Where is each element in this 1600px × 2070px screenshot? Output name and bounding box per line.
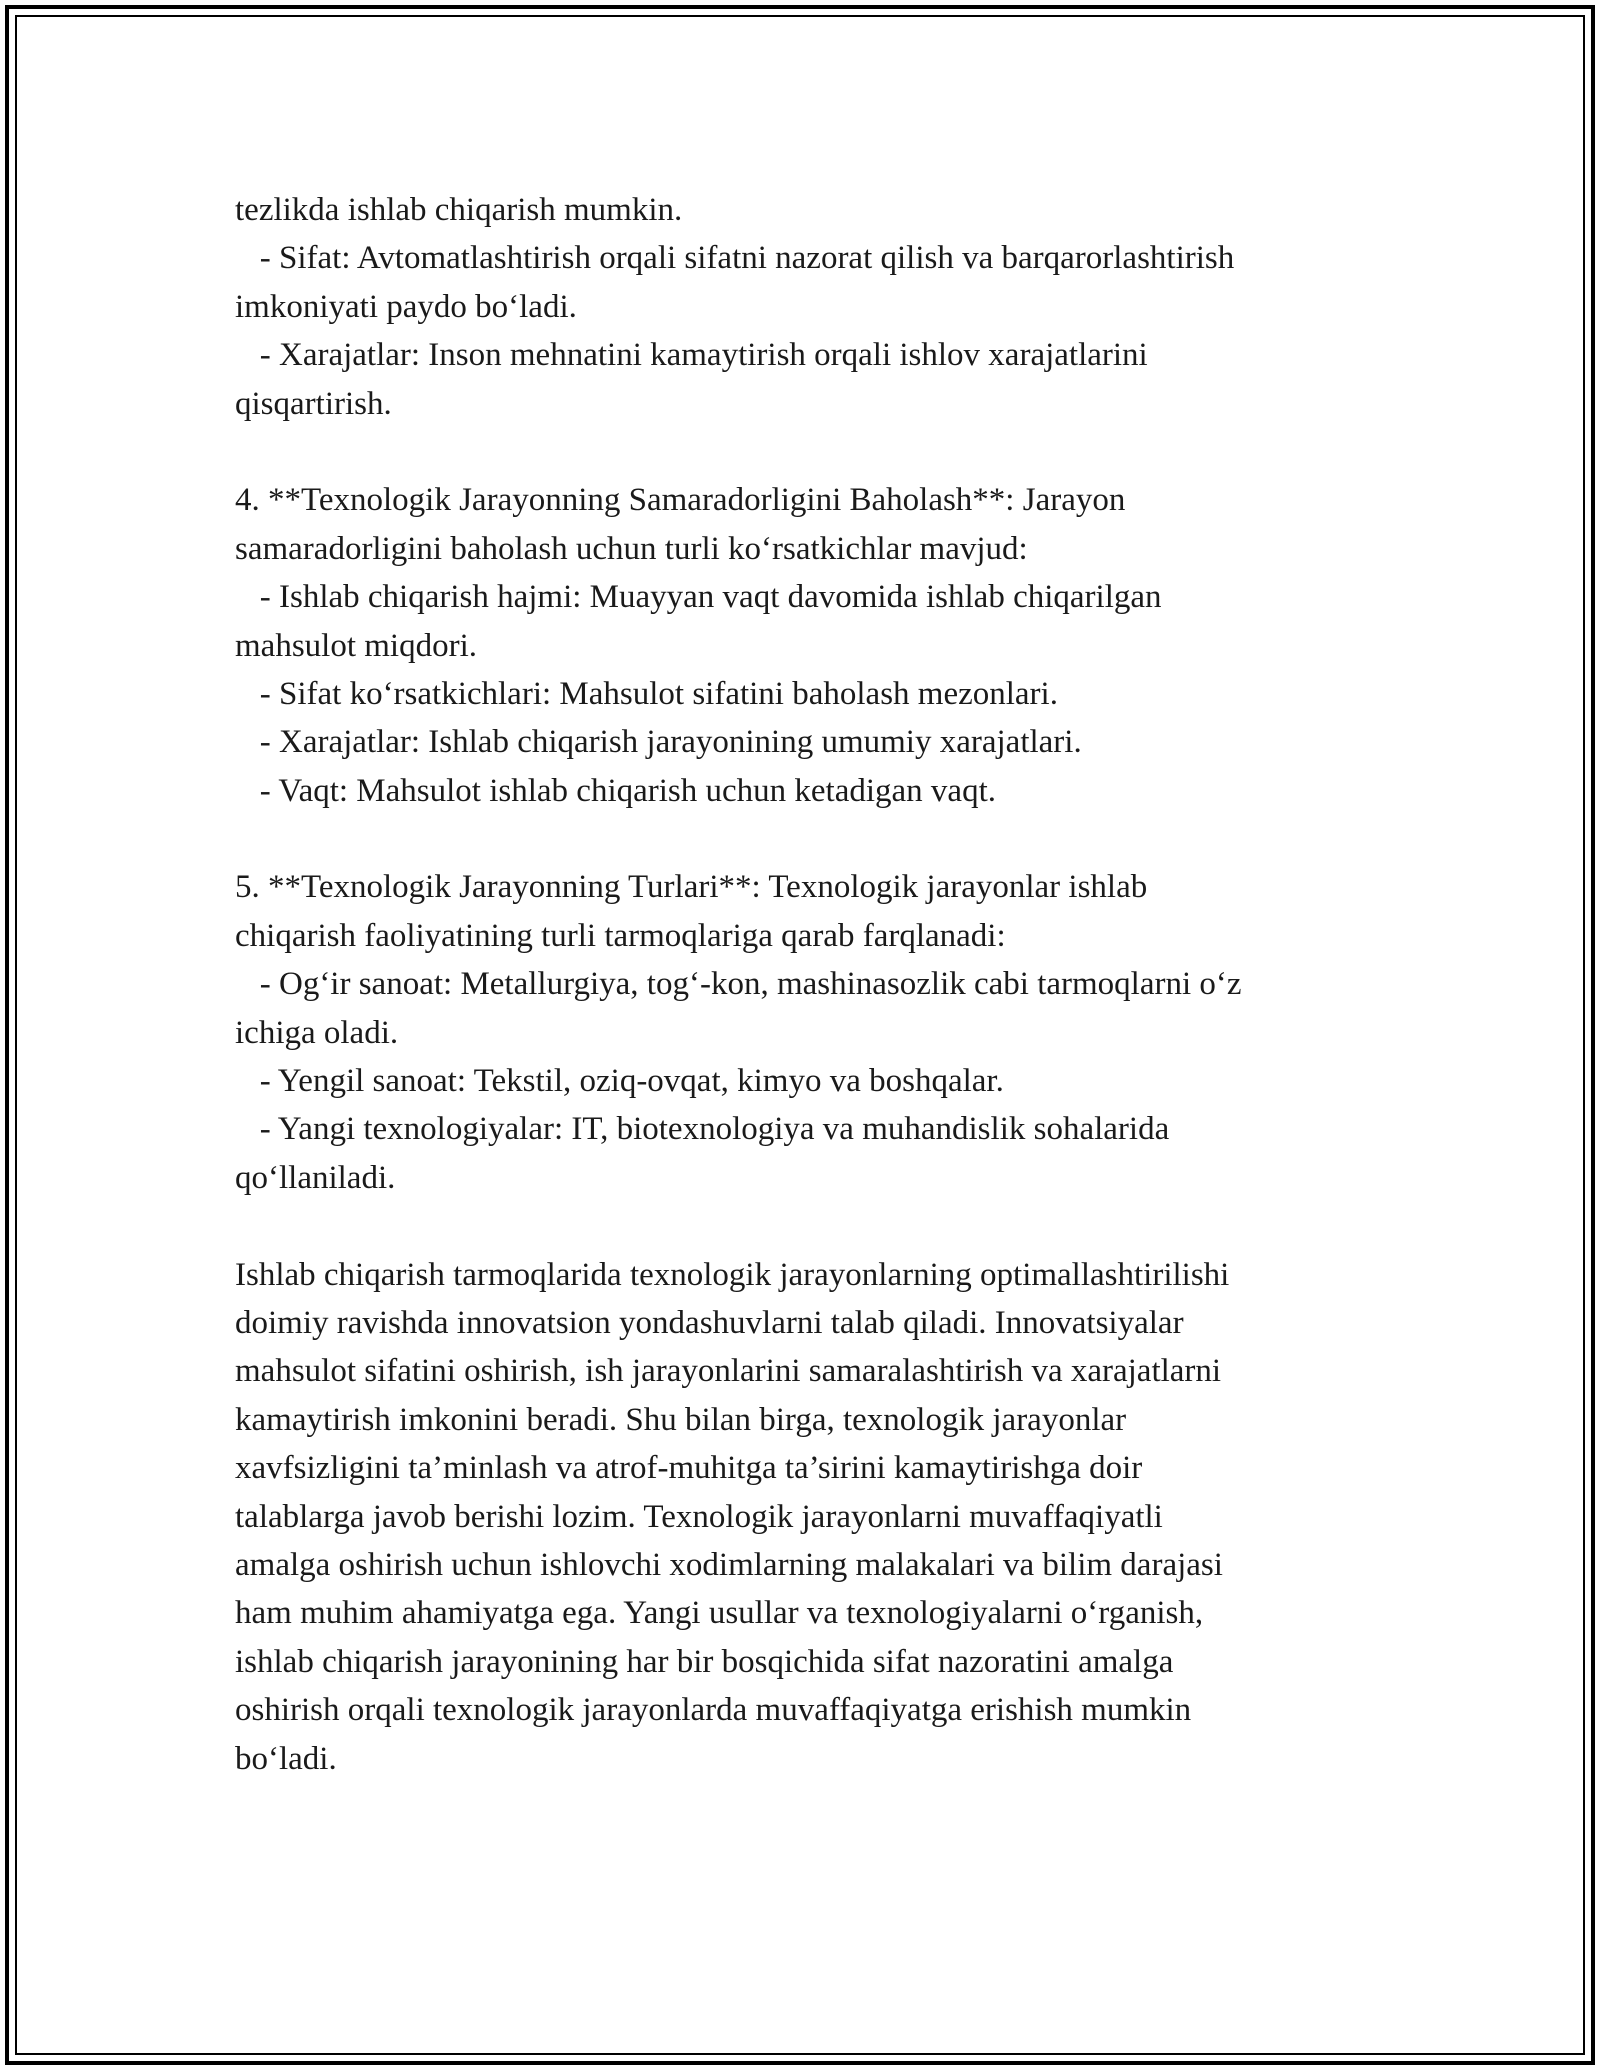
document-body <box>235 186 1365 1783</box>
text-line: Ishlab chiqarish tarmoqlarida texnologik jarayonlarning optimallashtirilishi <box>235 1256 1230 1293</box>
text-line: samaradorligini baholash uchun turli ko‘rsatkichlar mavjud: <box>235 530 1028 567</box>
list-item-line: - Yangi texnologiyalar: IT, biotexnologiya va muhandislik sohalarida <box>235 1111 1170 1148</box>
text-line: xavfsizligini ta’minlash va atrof-muhitga ta’sirini kamaytirishga doir <box>235 1450 1143 1487</box>
text-line: oshirish orqali texnologik jarayonlarda muvaffaqiyatga erishish mumkin <box>235 1692 1192 1729</box>
section-heading-line: 4. **Texnologik Jarayonning Samaradorligini Baholash**: Jarayon <box>235 482 1126 519</box>
text-line: ham muhim ahamiyatga ega. Yangi usullar va texnologiyalarni o‘rganish, <box>235 1595 1204 1632</box>
text-line: imkoniyati paydo bo‘ladi. <box>235 288 577 325</box>
text-line: chiqarish faoliyatining turli tarmoqlariga qarab farqlanadi: <box>235 917 1006 954</box>
paragraph-continuation <box>235 186 1365 428</box>
list-item-line: - Vaqt: Mahsulot ishlab chiqarish uchun ketadigan vaqt. <box>235 772 996 809</box>
list-item-line: - Og‘ir sanoat: Metallurgiya, tog‘-kon, mashinasozlik cabi tarmoqlarni o‘z <box>235 966 1242 1003</box>
list-item-line: - Yengil sanoat: Tekstil, oziq-ovqat, kimyo va boshqalar. <box>235 1063 1004 1100</box>
list-item-line: - Xarajatlar: Ishlab chiqarish jarayonining umumiy xarajatlari. <box>235 724 1082 761</box>
paragraph-gap <box>235 815 1365 863</box>
text-line: mahsulot sifatini oshirish, ish jarayonlarini samaralashtirish va xarajatlarni <box>235 1353 1222 1390</box>
list-item-line: - Ishlab chiqarish hajmi: Muayyan vaqt davomida ishlab chiqarilgan <box>235 579 1162 616</box>
text-line: qo‘llaniladi. <box>235 1159 396 1196</box>
text-line: talablarga javob berishi lozim. Texnologik jarayonlarni muvaffaqiyatli <box>235 1498 1163 1535</box>
text-line: ichiga oladi. <box>235 1014 399 1051</box>
text-line: qisqartirish. <box>235 385 392 422</box>
section-heading-line: 5. **Texnologik Jarayonning Turlari**: Texnologik jarayonlar ishlab <box>235 869 1148 906</box>
list-item-line: - Sifat ko‘rsatkichlari: Mahsulot sifatini baholash mezonlari. <box>235 675 1058 712</box>
paragraph-gap <box>235 428 1365 476</box>
text-line: tezlikda ishlab chiqarish mumkin. <box>235 192 683 228</box>
text-line: bo‘ladi. <box>235 1740 337 1777</box>
text-line: amalga oshirish uchun ishlovchi xodimlarning malakalari va bilim darajasi <box>235 1546 1223 1583</box>
paragraph-gap <box>235 1202 1365 1250</box>
text-line: doimiy ravishda innovatsion yondashuvlarni talab qiladi. Innovatsiyalar <box>235 1304 1184 1341</box>
section-5-types <box>235 863 1365 1202</box>
text-line: - Sifat: Avtomatlashtirish orqali sifatni nazorat qilish va barqarorlashtirish <box>235 240 1235 277</box>
closing-paragraph <box>235 1251 1365 1783</box>
section-4-efficiency <box>235 476 1365 815</box>
text-line: - Xarajatlar: Inson mehnatini kamaytirish orqali ishlov xarajatlarini <box>235 337 1148 374</box>
text-line: mahsulot miqdori. <box>235 627 477 664</box>
text-line: ishlab chiqarish jarayonining har bir bosqichida sifat nazoratini amalga <box>235 1643 1174 1680</box>
text-line: kamaytirish imkonini beradi. Shu bilan birga, texnologik jarayonlar <box>235 1401 1127 1438</box>
